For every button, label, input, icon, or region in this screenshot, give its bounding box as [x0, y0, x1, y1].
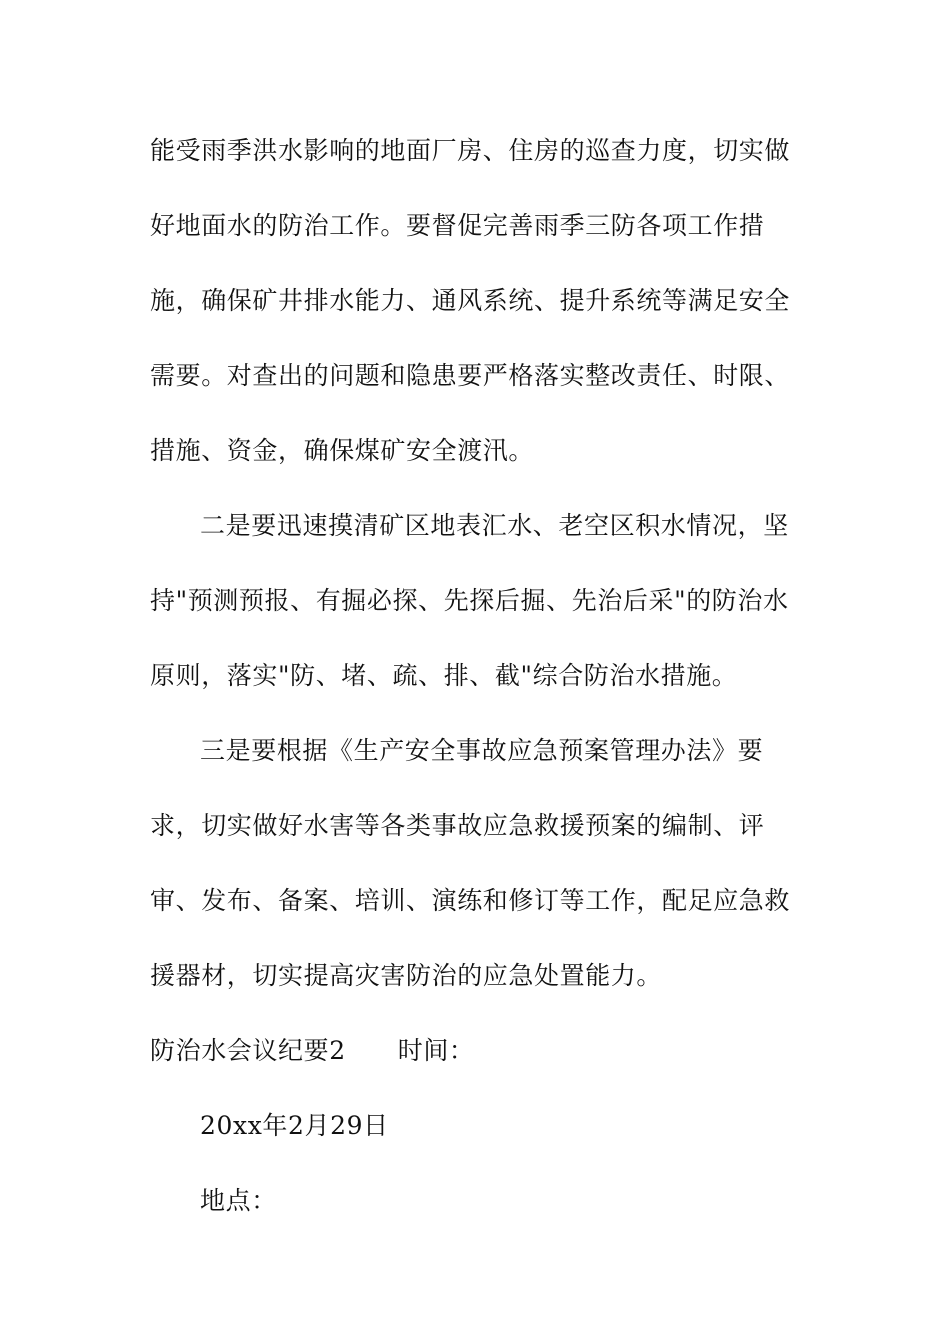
- paragraph-line: 措施、资金，确保煤矿安全渡汛。: [150, 436, 535, 465]
- paragraph-line: 持"预测预报、有掘必探、先探后掘、先治后采"的防治水: [150, 586, 789, 615]
- paragraph-line: 施，确保矿井排水能力、通风系统、提升系统等满足安全: [150, 286, 791, 315]
- paragraph-line: 需要。对查出的问题和隐患要严格落实整改责任、时限、: [150, 361, 791, 390]
- paragraph-line: 三是要根据《生产安全事故应急预案管理办法》要: [200, 736, 764, 765]
- paragraph-line: 好地面水的防治工作。要督促完善雨季三防各项工作措: [150, 211, 765, 240]
- paragraph-line: 援器材，切实提高灾害防治的应急处置能力。: [150, 961, 663, 990]
- date-line: 20xx年2月29日: [200, 1111, 389, 1140]
- paragraph-line: 能受雨季洪水影响的地面厂房、住房的巡查力度，切实做: [150, 136, 791, 165]
- paragraph-line: 二是要迅速摸清矿区地表汇水、老空区积水情况，坚: [200, 511, 789, 540]
- paragraph-line: 原则，落实"防、堵、疏、排、截"综合防治水措施。: [150, 661, 738, 690]
- paragraph-line: 审、发布、备案、培训、演练和修订等工作，配足应急救: [150, 886, 791, 915]
- location-label: 地点：: [200, 1186, 277, 1215]
- section-heading-row: [150, 1034, 475, 1068]
- section-title: 防治水会议纪要2: [150, 1036, 346, 1065]
- time-label: 时间：: [397, 1036, 475, 1065]
- paragraph-line: 求，切实做好水害等各类事故应急救援预案的编制、评: [150, 811, 765, 840]
